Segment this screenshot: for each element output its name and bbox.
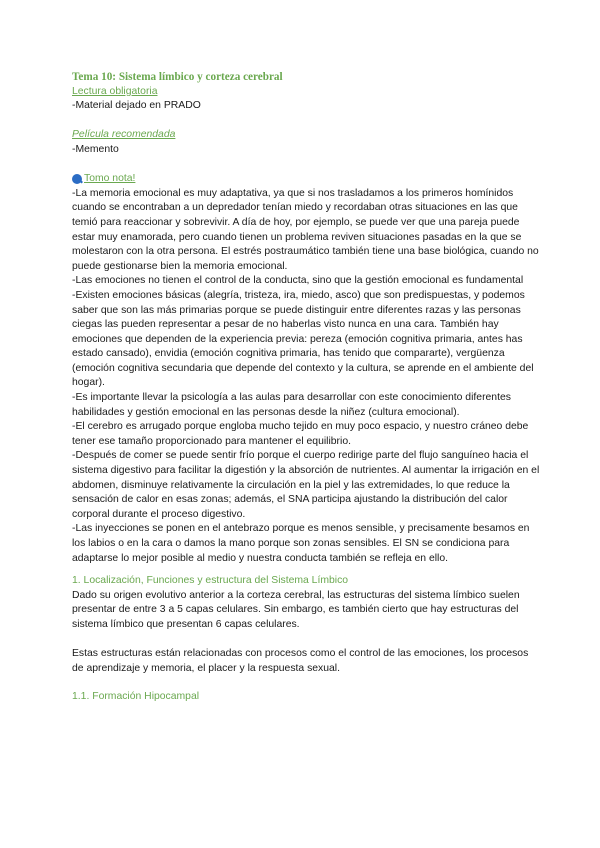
note-header <box>72 172 542 187</box>
note-link[interactable]: Tomo nota! <box>84 173 136 185</box>
note-paragraph: -Las emociones no tienen el control de la conducta, sino que la gestión emocional es fundamental <box>72 275 524 287</box>
note-paragraph: -El cerebro es arrugado porque engloba mucho tejido en muy poco espacio, y nuestro cráneo debe tener ese tamaño proporcionado para mantener el equilibrio. <box>72 421 529 447</box>
note-paragraph: -Las inyecciones se ponen en el antebrazo porque es menos sensible, y precisamente besamos en los labios o en la cara o damos la mano porque son zonas sensibles. El SN se condiciona para adaptarse lo mejor posible al medio y nuestra conducta también se refleja en ello. <box>72 523 530 564</box>
section-heading-1-1: 1.1. Formación Hipocampal <box>72 691 200 703</box>
document-page <box>72 70 542 705</box>
movie-item: -Memento <box>72 143 119 155</box>
reading-item: -Material dejado en PRADO <box>72 100 201 112</box>
note-paragraph: -Existen emociones básicas (alegría, tristeza, ira, miedo, asco) que son predispuestas, y podemos saber que son las más primarias porque se puede distinguir entre diferentes razas y las personas ciegas las pueden representar a pesar de no haberlas visto nunca en una cara. También hay emociones que dependen de la experiencia previa: pereza (emoción cognitiva primaria, antes has estado cansado), envidia (emoción cognitiva primaria, has tenido que compararte), vergüenza (emoción cognitiva secundaria que depende del contexto y la cultura, se aprende en el ambiente del hogar). <box>72 289 534 389</box>
note-paragraph: -Es importante llevar la psicología a las aulas para desarrollar con este conocimiento diferentes habilidades y gestión emocional en las personas desde la niñez (cultura emocional). <box>72 392 511 418</box>
page-title: Tema 10: Sistema límbico y corteza cerebral <box>72 71 283 83</box>
section1-paragraph: Dado su origen evolutivo anterior a la corteza cerebral, las estructuras del sistema límbico suelen presentar de entre 3 a 5 capas celulares. Sin embargo, es también cierto que hay estructuras del sistema límbico que presentan 6 capas celulares. <box>72 589 520 630</box>
section-heading-1: 1. Localización, Funciones y estructura del Sistema Límbico <box>72 575 349 587</box>
pin-icon <box>72 174 82 184</box>
note-paragraph: -Después de comer se puede sentir frío porque el cuerpo redirige parte del flujo sanguíneo hacia el sistema digestivo para facilitar la digestión y la absorción de nutrientes. Al aumentar la irrigación en el abdomen, disminuye relativamente la circulación en la piel y las extremidades, lo que reduce la sensación de calor en esas zonas; además, el SNA participa ajustando la distribución del calor corporal durante el proceso digestivo. <box>72 450 540 520</box>
section1-paragraph: Estas estructuras están relacionadas con procesos como el control de las emociones, los procesos de aprendizaje y memoria, el placer y la respuesta sexual. <box>72 648 529 674</box>
note-paragraph: -La memoria emocional es muy adaptativa, ya que si nos trasladamos a los primeros homínidos cuando se encontraban a un depredador tenían miedo y recordaban otras situaciones en las que temió para reaccionar y sobrevivir. A día de hoy, por ejemplo, se puede ver que una pareja puede estar muy enamorada, pero cuando tienen un problema reviven situaciones pasadas en la que se molestaron con la otra persona. El estrés postraumático también tiene una base biológica, cuando no puede gestionarse bien la memoria emocional. <box>72 187 539 272</box>
reading-link[interactable]: Lectura obligatoria <box>72 85 158 97</box>
movie-link[interactable]: Película recomendada <box>72 129 176 141</box>
